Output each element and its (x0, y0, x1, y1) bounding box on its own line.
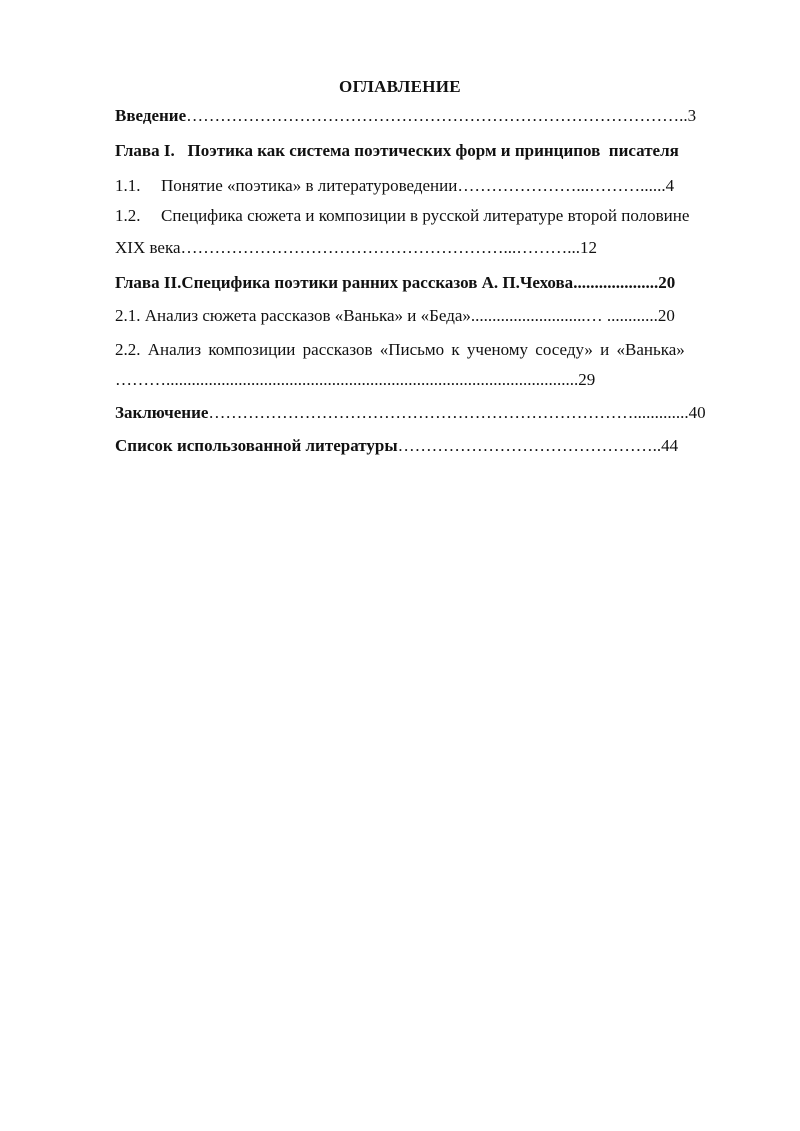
entry-page: 44 (661, 436, 679, 455)
entry-text: Введение (115, 106, 187, 125)
entry-page: 29 (578, 370, 596, 389)
toc-entry-conclusion (115, 403, 742, 423)
entry-text: Глава I. Поэтика как система поэтических форм и принципов писателя (115, 141, 679, 160)
entry-dots: ...........................… ............ (470, 306, 658, 325)
toc-entry-chapter-2 (115, 273, 742, 293)
entry-dots: .................... (573, 273, 659, 292)
entry-text: Заключение (115, 403, 209, 422)
entry-dots: ………................................................................................................. (115, 370, 579, 389)
entry-text: Список использованной литературы (115, 436, 398, 455)
toc-entry-bibliography (115, 436, 742, 456)
toc-entry-1-1 (115, 176, 742, 196)
toc-entry-1-2 (115, 206, 742, 226)
entry-page: 20 (658, 273, 676, 292)
toc-entry-2-1 (115, 306, 742, 326)
entry-text: 2.2. Анализ композиции рассказов «Письмо к ученому соседу» и «Ванька» (115, 340, 685, 359)
entry-dots: …………………………………………………………………............. (208, 403, 689, 422)
entry-number: 1.1. (115, 176, 141, 195)
entry-dots: ……………………………………….. (397, 436, 662, 455)
entry-page: 12 (580, 238, 597, 257)
toc-entry-2-2 (115, 340, 742, 360)
entry-text: 2.1. Анализ сюжета рассказов «Ванька» и «Беда» (115, 306, 471, 325)
entry-dots: …………………………………………………………………………….. (186, 106, 688, 125)
entry-text: Понятие «поэтика» в литературоведении (161, 176, 458, 195)
entry-page: 3 (687, 106, 697, 125)
entry-page: 4 (665, 176, 675, 195)
entry-continuation: XIX века (115, 238, 181, 257)
entry-dots: …………………………………………………...………... (180, 238, 580, 257)
toc-entry-2-2-continuation (115, 370, 742, 390)
entry-text: Специфика сюжета и композиции в русской литературе второй половине (161, 206, 690, 225)
toc-entry-introduction (115, 106, 742, 126)
toc-entry-1-2-continuation (115, 238, 742, 258)
entry-text: Глава II.Специфика поэтики ранних рассказов А. П.Чехова (115, 273, 574, 292)
entry-page: 40 (688, 403, 706, 422)
toc-title: ОГЛАВЛЕНИЕ (339, 77, 461, 96)
entry-number: 1.2. (115, 206, 141, 225)
toc-entry-chapter-1 (115, 141, 742, 161)
entry-page: 20 (657, 306, 675, 325)
entry-dots: …………………...………...... (457, 176, 666, 195)
